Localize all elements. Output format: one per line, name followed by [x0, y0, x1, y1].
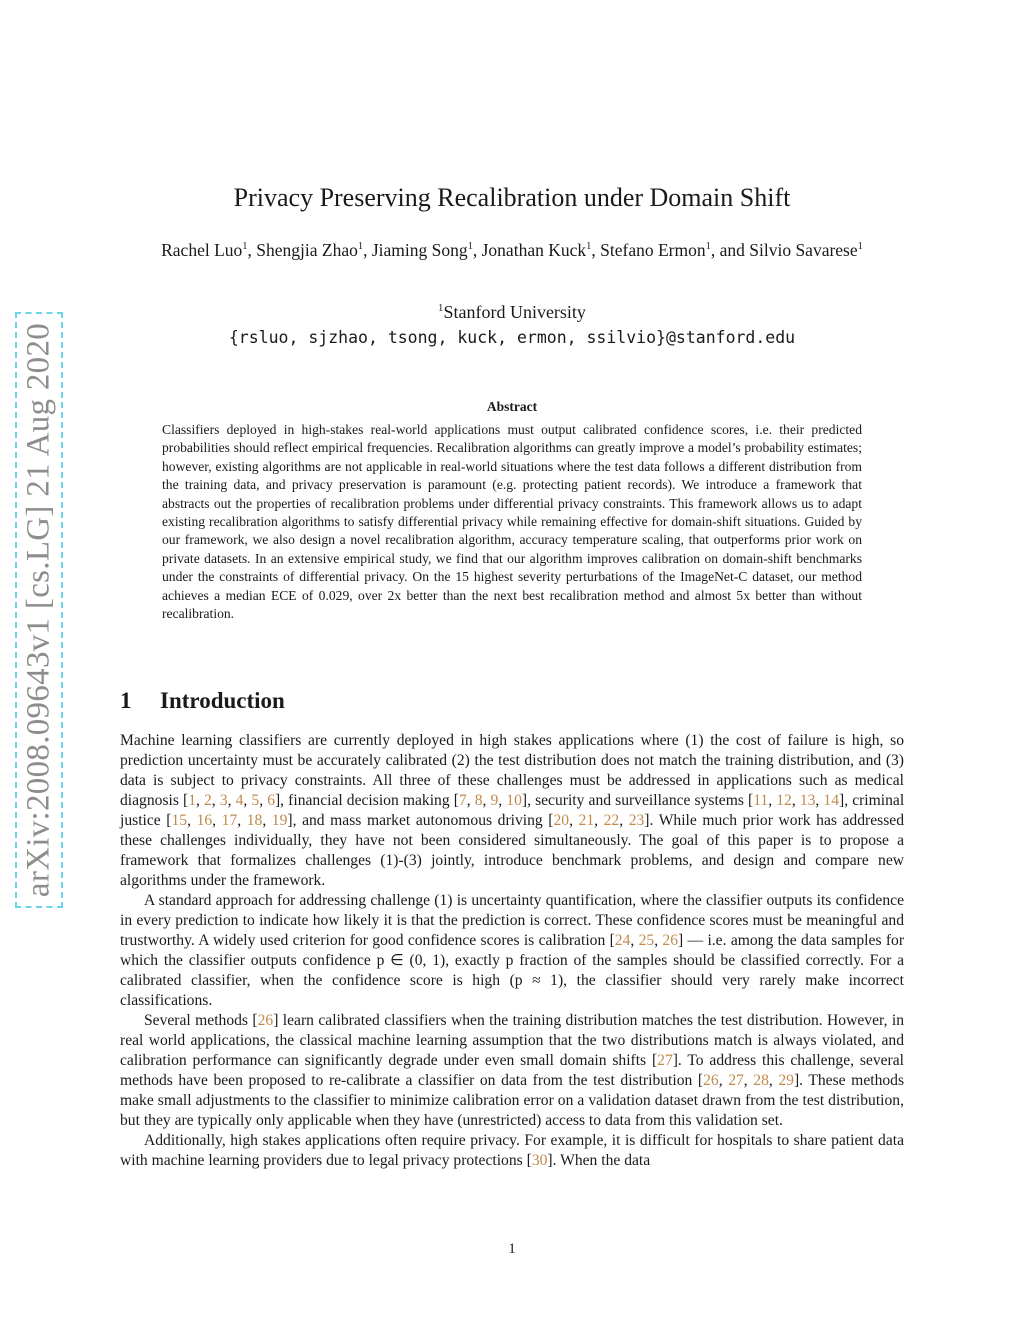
citation-link[interactable]: 8 — [474, 792, 483, 809]
affiliation-name: Stanford University — [443, 302, 586, 322]
citation-link[interactable]: 15 — [171, 812, 188, 829]
citation-link[interactable]: 29 — [778, 1072, 794, 1089]
citation-link[interactable]: 21 — [578, 812, 595, 829]
author-name: Jonathan Kuck — [481, 240, 587, 260]
author-name: Jiaming Song — [371, 240, 468, 260]
section-number: 1 — [120, 688, 132, 713]
citation-link[interactable]: 27 — [657, 1052, 673, 1069]
body-text — [120, 731, 904, 1171]
author-affil-mark: 1 — [586, 241, 592, 253]
citation-link[interactable]: 26 — [703, 1072, 719, 1089]
section-heading — [120, 688, 285, 714]
citation-link[interactable]: 13 — [799, 792, 816, 809]
paragraph: A standard approach for addressing challenge (1) is uncertainty quantification, where the classifier outputs its confidence in every prediction to indicate how likely it is that the prediction is correct. These confidence scores must be meaningful and trustworthy. A widely used criterion for good confidence scores is calibration [24, 25, 26] — i.e. among the data samples for which the classifier outputs confidence p ∈ (0, 1), exactly p fraction of the samples should be classified correctly. For a calibrated classifier, when the confidence score is high (p ≈ 1), the classifier should very rarely make incorrect classifications. — [120, 892, 905, 1009]
citation-link[interactable]: 23 — [628, 812, 645, 829]
author-emails: {rsluo, sjzhao, tsong, kuck, ermon, ssilvio}@stanford.edu — [228, 328, 796, 347]
arxiv-stamp — [15, 312, 63, 908]
citation-link[interactable]: 2 — [204, 792, 212, 809]
author-affil-mark: 1 — [705, 241, 711, 253]
author-name: Rachel Luo — [161, 240, 243, 260]
citation-link[interactable]: 20 — [553, 812, 570, 829]
author-affil-mark: 1 — [242, 241, 248, 253]
citation-link[interactable]: 1 — [188, 792, 196, 809]
arxiv-id: arXiv:2008.09643v1 [cs.LG] 21 Aug 2020 — [20, 322, 57, 898]
citation-link[interactable]: 18 — [246, 812, 263, 829]
section-title: Introduction — [160, 688, 285, 713]
author-name: Shengjia Zhao — [256, 240, 358, 260]
citation-link[interactable]: 17 — [221, 812, 238, 829]
citation-link[interactable]: 9 — [490, 792, 499, 809]
citation-link[interactable]: 26 — [662, 932, 679, 949]
abstract-heading: Abstract — [486, 399, 538, 414]
citation-link[interactable]: 24 — [614, 932, 631, 949]
paragraph: Additionally, high stakes applications often require privacy. For example, it is difficult for hospitals to share patient data with machine learning providers due to legal privacy protections [30]. When the data — [120, 1132, 904, 1169]
citation-link[interactable]: 14 — [823, 792, 840, 809]
citation-link[interactable]: 22 — [603, 812, 620, 829]
paragraph: Machine learning classifiers are currently deployed in high stakes applications where (1) the cost of failure is high, so prediction uncertainty must be accurately calibrated (2) the test distribution does not match the training distribution, and (3) data is subject to privacy constraints. All three of these challenges must be addressed in applications such as medical diagnosis [1, 2, 3, 4, 5, 6], financial decision making [7, 8, 9, 10], security and surveillance systems [11, 12, 13, 14], criminal justice [15, 16, 17, 18, 19], and mass market autonomous driving [20, 21, 22, 23]. While much prior work has addressed these challenges individually, they have not been considered simultaneously. The goal of this paper is to propose a framework that formalizes challenges (1)-(3) jointly, introduce benchmark problems, and design and compare new algorithms under the framework. — [120, 732, 905, 889]
citation-link[interactable]: 30 — [531, 1152, 548, 1169]
citation-link[interactable]: 10 — [506, 792, 522, 809]
affiliation — [120, 302, 904, 323]
citation-link[interactable]: 3 — [219, 792, 228, 809]
abstract-text: Classifiers deployed in high-stakes real-world applications must output calibrated confidence scores, i.e. their predicted probabilities should reflect empirical frequencies. Recalibration algorithms can greatly improve a model’s probability estimates; however, existing algorithms are not applicable in real-world situations where the test data follows a different distribution from the training data, and privacy preservation is paramount (e.g. protecting patient records). We introduce a framework that abstracts out the properties of recalibration problems under differential privacy constraints. This framework allows us to adapt existing recalibration algorithms to satisfy differential privacy while remaining effective for domain-shift situations. Guided by our framework, we also design a novel recalibration algorithm, accuracy temperature scaling, that outperforms prior work on private datasets. In an extensive empirical study, we find that our algorithm improves calibration on domain-shift benchmarks under the constraints of differential privacy. On the 15 highest severity perturbations of the ImageNet-C dataset, our method achieves a median ECE of 0.029, over 2x better than the next best recalibration method and almost 5x better than without recalibration. — [162, 422, 862, 622]
paragraph: Several methods [26] learn calibrated classifiers when the training distribution matches the test distribution. However, in real world applications, the classical machine learning assumption that the two distributions match is always violated, and calibration performance can significantly degrade under even small domain shifts [27]. To address this challenge, several methods have been proposed to re-calibrate a classifier on data from the test distribution [26, 27, 28, 29]. These methods make small adjustments to the classifier to minimize calibration error on a validation dataset drawn from the test distribution, but they are typically only applicable when they have (unrestricted) access to data from this validation set. — [120, 1012, 905, 1129]
citation-link[interactable]: 26 — [257, 1012, 274, 1029]
citation-link[interactable]: 27 — [728, 1072, 744, 1089]
author-name: Stefano Ermon — [600, 240, 706, 260]
citation-link[interactable]: 11 — [753, 792, 769, 809]
citation-link[interactable]: 19 — [271, 812, 288, 829]
citation-link[interactable]: 6 — [267, 792, 275, 809]
author-affil-mark: 1 — [467, 241, 473, 253]
citation-link[interactable]: 12 — [776, 792, 792, 809]
citation-link[interactable]: 5 — [251, 792, 260, 809]
author-name: Silvio Savarese — [749, 240, 858, 260]
citation-link[interactable]: 7 — [458, 792, 467, 809]
author-list: Rachel Luo$^1$, Shengjia Zhao$^1$, Jiaming Song$^1$, Jonathan Kuck$^1$, Stefano Ermon$^1$, and Silvio Savarese$^1$ — [161, 240, 863, 260]
citation-link[interactable]: 4 — [235, 792, 244, 809]
page-number: 1 — [508, 1241, 516, 1257]
author-affil-mark: 1 — [857, 241, 863, 253]
author-affil-mark: 1 — [357, 241, 364, 253]
citation-link[interactable]: 28 — [753, 1072, 769, 1089]
affil-mark: 1 — [438, 302, 444, 314]
citation-link[interactable]: 25 — [638, 932, 655, 949]
paper-title: Privacy Preserving Recalibration under Domain Shift — [233, 183, 791, 212]
citation-link[interactable]: 16 — [196, 812, 213, 829]
